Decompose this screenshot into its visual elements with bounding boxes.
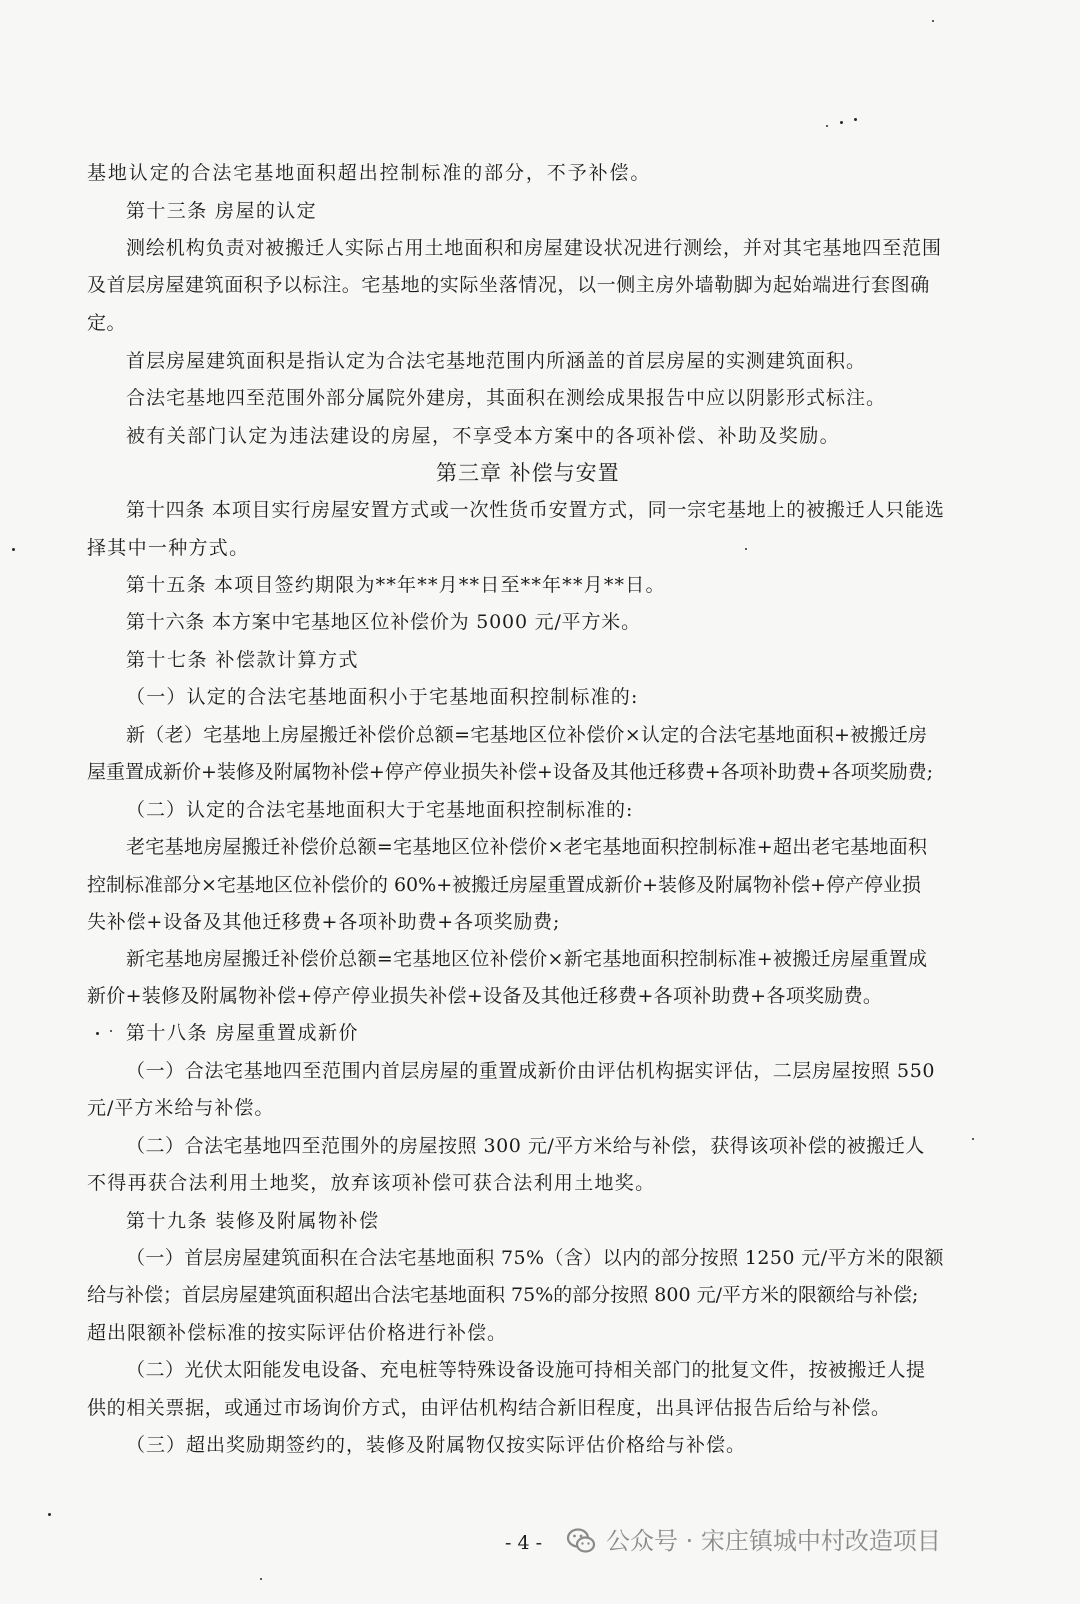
text-line: 失补偿+设备及其他迁移费+各项补助费+各项奖励费; bbox=[87, 911, 561, 933]
text-line: （二）合法宅基地四至范围外的房屋按照 300 元/平方米给与补偿，获得该项补偿的被搬迁人 bbox=[126, 1135, 925, 1157]
text-line: 不得再获合法利用土地奖，放弃该项补偿可获合法利用土地奖。 bbox=[87, 1172, 656, 1194]
scan-speck bbox=[260, 1578, 262, 1580]
text-line: 第十五条 本项目签约期限为**年**月**日至**年**月**日。 bbox=[126, 574, 666, 596]
scan-speck bbox=[972, 1138, 974, 1140]
text-line: （一）认定的合法宅基地面积小于宅基地面积控制标准的: bbox=[126, 686, 639, 708]
text-line: 测绘机构负责对被搬迁人实际占用土地面积和房屋建设状况进行测绘，并对其宅基地四至范围 bbox=[126, 237, 942, 259]
chapter-title: 第三章 补偿与安置 bbox=[436, 461, 620, 485]
article-heading: 第十三条 房屋的认定 bbox=[126, 200, 318, 222]
text-line: 控制标准部分×宅基地区位补偿价的 60%+被搬迁房屋重置成新价+装修及附属物补偿+停产停业损 bbox=[87, 874, 921, 896]
text-line: 新价+装修及附属物补偿+停产停业损失补偿+设备及其他迁移费+各项补助费+各项奖励费。 bbox=[87, 985, 883, 1007]
text-line: （一）首层房屋建筑面积在合法宅基地面积 75%（含）以内的部分按照 1250 元/平方米的限额 bbox=[126, 1247, 944, 1269]
text-line: （一）合法宅基地四至范围内首层房屋的重置成新价由评估机构据实评估，二层房屋按照 550 bbox=[126, 1060, 936, 1082]
text-line: 第十六条 本方案中宅基地区位补偿价为 5000 元/平方米。 bbox=[126, 611, 641, 633]
scan-speck bbox=[840, 121, 843, 124]
text-line: 新宅基地房屋搬迁补偿价总额=宅基地区位补偿价×新宅基地面积控制标准+被搬迁房屋重置成 bbox=[126, 948, 928, 970]
article-heading: 第十八条 房屋重置成新价 bbox=[126, 1022, 360, 1044]
scan-speck bbox=[745, 548, 747, 550]
scan-speck bbox=[932, 20, 934, 22]
text-line: 供的相关票据，或通过市场询价方式，由评估机构结合新旧程度，出具评估报告后给与补偿。 bbox=[87, 1397, 891, 1419]
page-number: - 4 - bbox=[505, 1532, 543, 1554]
text-line: 老宅基地房屋搬迁补偿价总额=宅基地区位补偿价×老宅基地面积控制标准+超出老宅基地面积 bbox=[126, 836, 928, 858]
text-line: 首层房屋建筑面积是指认定为合法宅基地范围内所涵盖的首层房屋的实测建筑面积。 bbox=[126, 350, 867, 372]
text-line: 择其中一种方式。 bbox=[87, 537, 250, 559]
text-line: 屋重置成新价+装修及附属物补偿+停产停业损失补偿+设备及其他迁移费+各项补助费+各项奖励费; bbox=[87, 761, 934, 783]
scan-speck bbox=[110, 1030, 112, 1032]
scan-speck bbox=[48, 1513, 51, 1516]
text-line: 新（老）宅基地上房屋搬迁补偿价总额=宅基地区位补偿价×认定的合法宅基地面积+被搬迁房 bbox=[126, 724, 928, 746]
watermark bbox=[566, 1524, 941, 1558]
text-line: 定。 bbox=[87, 312, 127, 334]
text-line: 给与补偿；首层房屋建筑面积超出合法宅基地面积 75%的部分按照 800 元/平方米的限额给与补偿; bbox=[87, 1284, 919, 1306]
watermark-text: 公众号 · 宋庄镇城中村改造项目 bbox=[606, 1527, 941, 1555]
scan-speck bbox=[12, 548, 15, 551]
article-heading: 第十九条 装修及附属物补偿 bbox=[126, 1210, 380, 1232]
text-line: 第十四条 本项目实行房屋安置方式或一次性货币安置方式，同一宗宅基地上的被搬迁人只能选 bbox=[126, 499, 945, 521]
text-line: （二）认定的合法宅基地面积大于宅基地面积控制标准的: bbox=[126, 799, 634, 821]
article-heading: 第十七条 补偿款计算方式 bbox=[126, 649, 360, 671]
text-line: 超出限额补偿标准的按实际评估价格进行补偿。 bbox=[87, 1322, 508, 1344]
text-line: （三）超出奖励期签约的，装修及附属物仅按实际评估价格给与补偿。 bbox=[126, 1434, 747, 1456]
text-line: 元/平方米给与补偿。 bbox=[87, 1097, 275, 1119]
text-line: 被有关部门认定为违法建设的房屋，不享受本方案中的各项补偿、补助及奖励。 bbox=[126, 425, 841, 447]
text-line: （二）光伏太阳能发电设备、充电桩等特殊设备设施可持相关部门的批复文件，按被搬迁人提 bbox=[126, 1359, 926, 1381]
text-line: 基地认定的合法宅基地面积超出控制标准的部分，不予补偿。 bbox=[87, 162, 652, 184]
scan-speck bbox=[826, 125, 828, 127]
scan-speck bbox=[854, 118, 857, 121]
text-line: 及首层房屋建筑面积予以标注。宅基地的实际坐落情况，以一侧主房外墙勒脚为起始端进行套图确 bbox=[87, 274, 930, 296]
scan-speck bbox=[96, 1032, 99, 1035]
wechat-icon bbox=[566, 1527, 596, 1555]
text-line: 合法宅基地四至范围外部分属院外建房，其面积在测绘成果报告中应以阴影形式标注。 bbox=[126, 387, 887, 409]
